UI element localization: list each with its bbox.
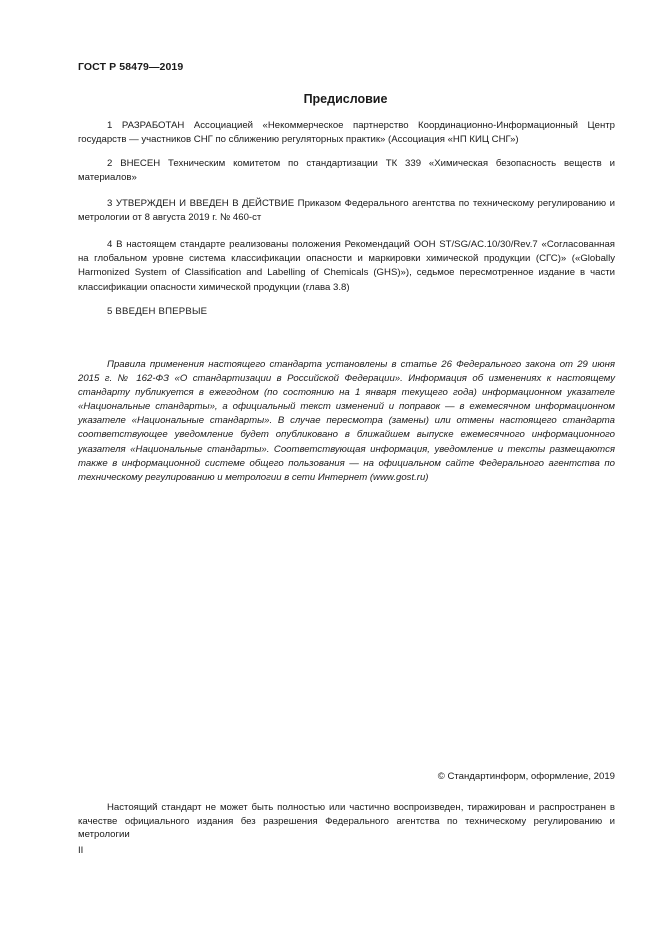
foreword-item-text: 4 В настоящем стандарте реализованы положения Рекомендаций ООН ST/SG/AC.10/30/Rev.7 «Согласованная на глобальном уровне система классификации опасности и маркировки химической продукции (СГС)» («Globally Harmonized System of Classification and Labelling of Chemicals (GHS)»), седьмое пересмотренное издание в части классификации опасности химической продукции (глава 3.8): [78, 239, 615, 293]
foreword-item-text: 2 ВНЕСЕН Техническим комитетом по стандартизации ТК 339 «Химическая безопасность веществ и материалов»: [78, 158, 615, 184]
reproduction-notice: [78, 801, 615, 842]
rules-notice: [78, 358, 615, 485]
copyright-line: © Стандартинформ, оформление, 2019: [437, 771, 615, 782]
foreword-item-1: [78, 119, 615, 147]
foreword-item-text: 5 ВВЕДЕН ВПЕРВЫЕ: [107, 306, 208, 317]
foreword-item-text: 1 РАЗРАБОТАН Ассоциацией «Некоммерческое партнерство Координационно-Информационный Центр государств — участников СНГ по сближению регуляторных практик» (Ассоциация «НП КИЦ СНГ»): [78, 120, 615, 146]
page-title: Предисловие: [303, 92, 388, 106]
foreword-item-2: [78, 157, 615, 185]
document-code: ГОСТ Р 58479—2019: [78, 61, 184, 73]
reproduction-notice-text: Настоящий стандарт не может быть полностью или частично воспроизведен, тиражирован и распространен в качестве официального издания без разрешения Федерального агентства по техническому регулированию и метрологии: [78, 802, 615, 841]
page-number: II: [78, 845, 84, 856]
foreword-item-4: [78, 238, 615, 295]
foreword-item-text: 3 УТВЕРЖДЕН И ВВЕДЕН В ДЕЙСТВИЕ Приказом Федерального агентства по техническому регулированию и метрологии от 8 августа 2019 г. № 460-ст: [78, 198, 615, 224]
rules-notice-text: Правила применения настоящего стандарта установлены в статье 26 Федерального закона от 29 июня 2015 г. № 162-ФЗ «О стандартизации в Российской Федерации». Информация об изменениях к настоящему стандарту публикуется в ежегодном (по состоянию на 1 января текущего года) информационном указателе «Национальные стандарты», а официальный текст изменений и поправок — в ежемесячном информационном указателе «Национальные стандарты». В случае пересмотра (замены) или отмены настоящего стандарта соответствующее уведомление будет опубликовано в ближайшем выпуске ежемесячного информационного указателя «Национальные стандарты». Соответствующая информация, уведомление и тексты размещаются также в информационной системе общего пользования — на официальном сайте Федерального агентства по техническому регулированию и метрологии в сети Интернет (www.gost.ru): [78, 359, 615, 483]
foreword-item-5: [78, 305, 615, 319]
foreword-item-3: [78, 197, 615, 225]
